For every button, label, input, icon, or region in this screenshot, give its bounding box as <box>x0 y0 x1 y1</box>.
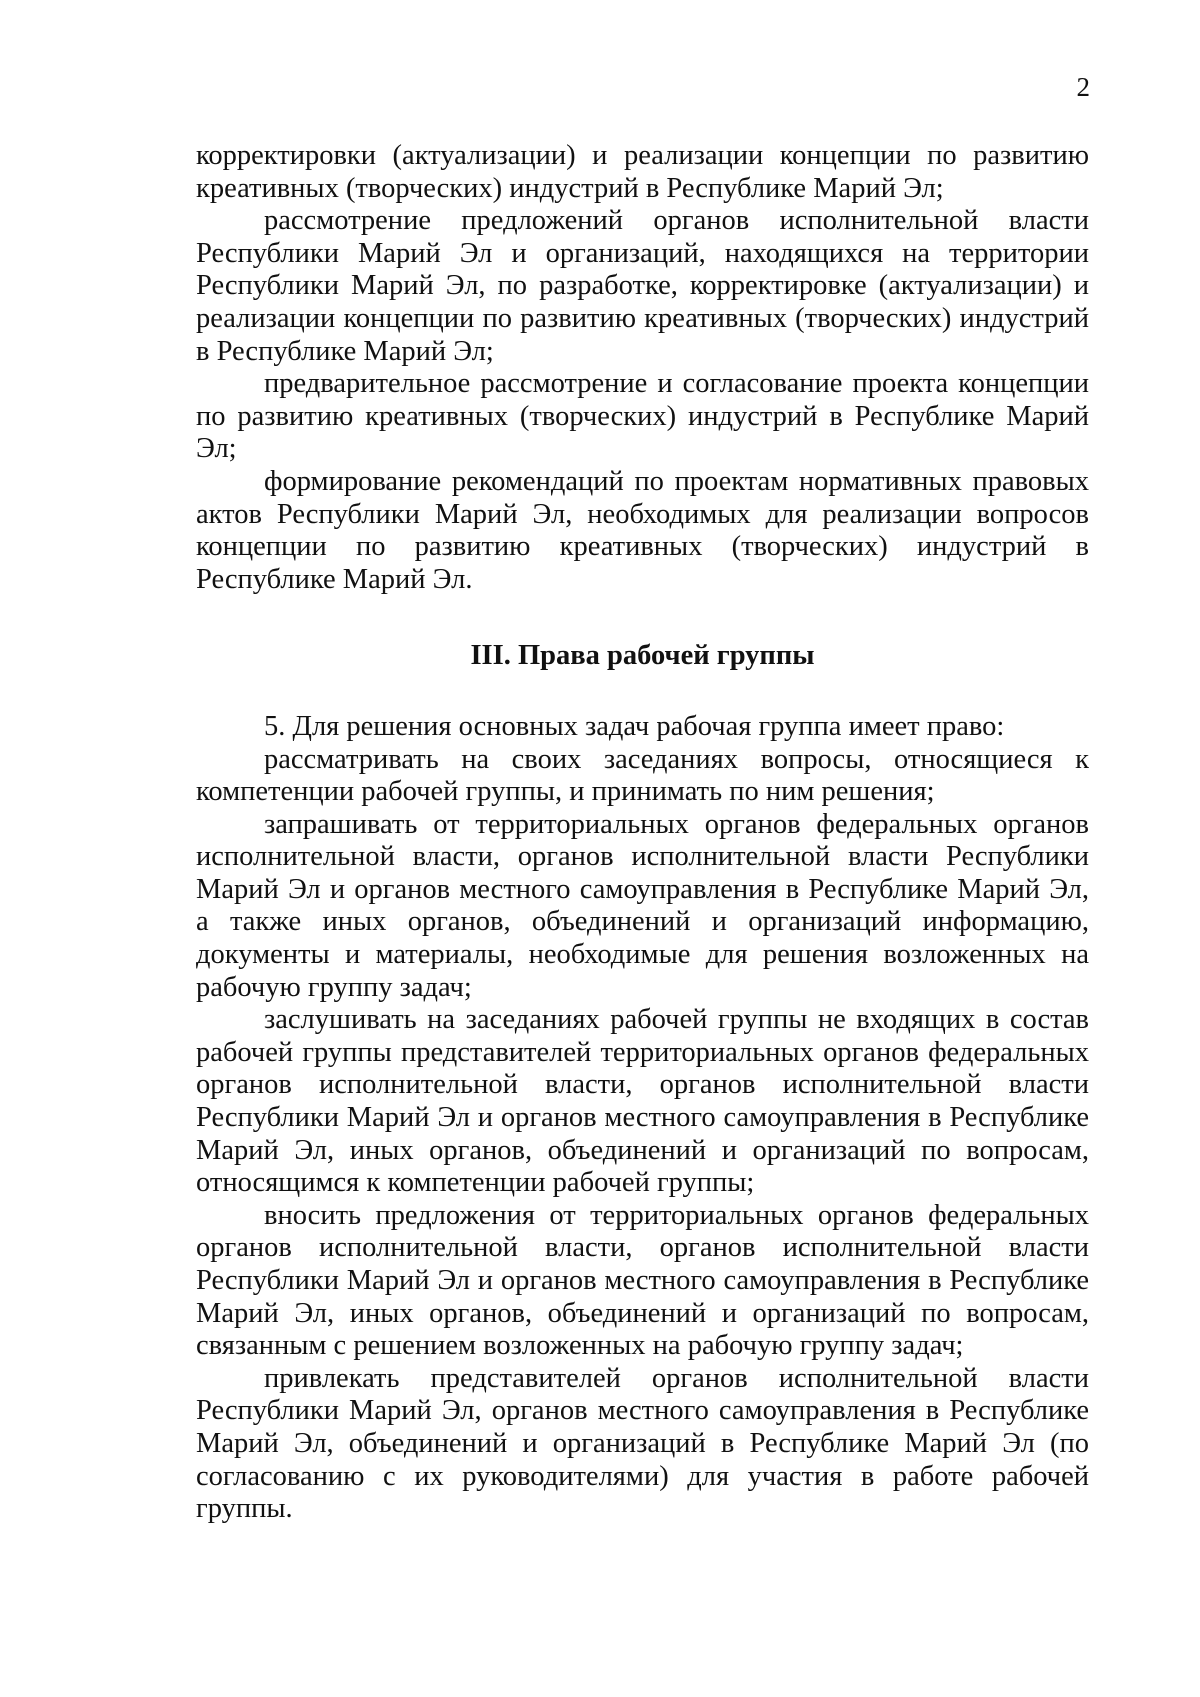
paragraph: формирование рекомендаций по проектам нормативных правовых актов Республики Марий Эл, необходимых для реализации вопросов концепции по развитию креативных (творческих) индустрий в Республике Марий Эл. <box>196 465 1089 595</box>
paragraph-continuation: корректировки (актуализации) и реализации концепции по развитию креативных (творческих) индустрий в Республике Марий Эл; <box>196 140 1089 204</box>
page-number: 2 <box>1076 72 1090 102</box>
paragraph: привлекать представителей органов исполнительной власти Республики Марий Эл, органов местного самоуправления в Республике Марий Эл, объединений и организаций в Республике Марий Эл (по согласованию с их руководителями) для участия в работе рабочей группы. <box>196 1362 1089 1525</box>
paragraph: запрашивать от территориальных органов федеральных органов исполнительной власти, органов исполнительной власти Республики Марий Эл и органов местного самоуправления в Республике Марий Эл, а также иных органов, объединений и организаций информацию, документы и материалы, необходимые для решения возложенных на рабочую группу задач; <box>196 808 1089 1003</box>
paragraph: заслушивать на заседаниях рабочей группы не входящих в состав рабочей группы представителей территориальных органов федеральных органов исполнительной власти, органов исполнительной власти Республики Марий Эл и органов местного самоуправления в Республике Марий Эл, иных органов, объединений и организаций по вопросам, относящимся к компетенции рабочей группы; <box>196 1004 1089 1199</box>
paragraph: рассматривать на своих заседаниях вопросы, относящиеся к компетенции рабочей группы, и принимать по ним решения; <box>196 743 1089 808</box>
paragraph: рассмотрение предложений органов исполнительной власти Республики Марий Эл и организаций, находящихся на территории Республики Марий Эл, по разработке, корректировке (актуализации) и реализации концепции по развитию креативных (творческих) индустрий в Республике Марий Эл; <box>196 205 1089 367</box>
paragraph: 5. Для решения основных задач рабочая группа имеет право: <box>264 710 1005 742</box>
document-body <box>196 140 1089 1526</box>
paragraph: предварительное рассмотрение и согласование проекта концепции по развитию креативных (творческих) индустрий в Республике Марий Эл; <box>196 368 1089 465</box>
paragraph: вносить предложения от территориальных органов федеральных органов исполнительной власти, органов исполнительной власти Республики Марий Эл и органов местного самоуправления в Республике Марий Эл, иных органов, объединений и организаций по вопросам, связанным с решением возложенных на рабочую группу задач; <box>196 1199 1089 1362</box>
section-heading: III. Права рабочей группы <box>470 640 815 672</box>
